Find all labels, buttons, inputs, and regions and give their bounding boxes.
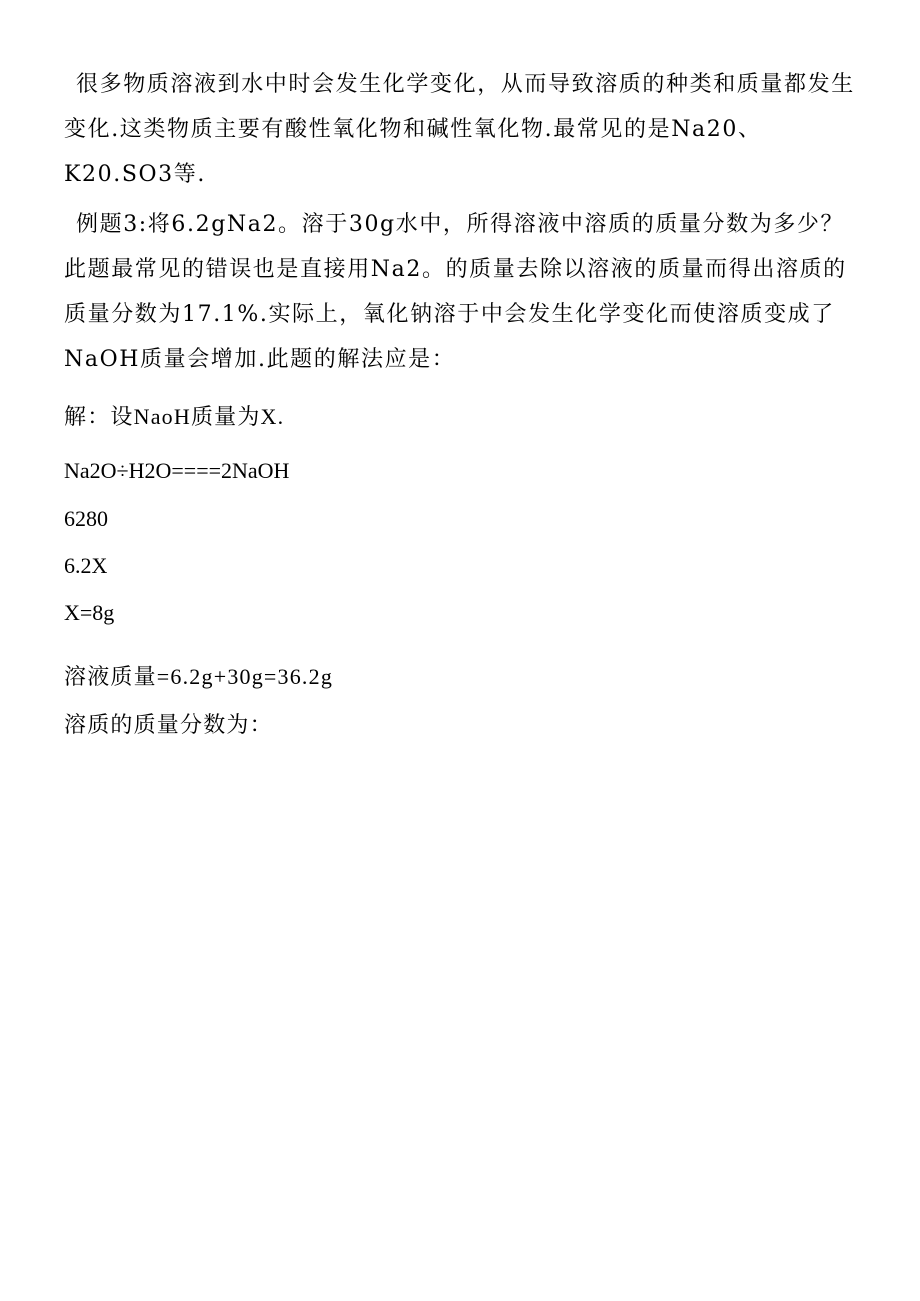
molar-mass-row: 6280 <box>64 506 108 531</box>
mass-fraction-label: 溶质的质量分数为： <box>64 712 273 737</box>
solution-intro: 解：设NaoH质量为X. <box>64 404 285 429</box>
quantity-row: 6.2X <box>64 553 108 578</box>
solution-mass-row: 溶液质量=6.2g+30g=36.2g <box>64 664 334 689</box>
paragraph-oxides-intro: 很多物质溶液到水中时会发生化学变化，从而导致溶质的种类和质量都发生变化.这类物质主要有酸性氧化物和碱性氧化物.最常见的是Na20、K20.SO3等. <box>64 72 855 187</box>
chemical-equation: Na2O÷H2O====2NaOH <box>64 458 290 483</box>
paragraph-example-3: 例题3:将6.2gNa2。溶于30g水中，所得溶液中溶质的质量分数为多少？此题最常见的错误也是直接用Na2。的质量去除以溶液的质量而得出溶质的质量分数为17.1%.实际上，氧化钠溶于中会发生化学变化而使溶质变成了NaOH质量会增加.此题的解法应是： <box>64 212 847 372</box>
result-row: X=8g <box>64 600 115 625</box>
